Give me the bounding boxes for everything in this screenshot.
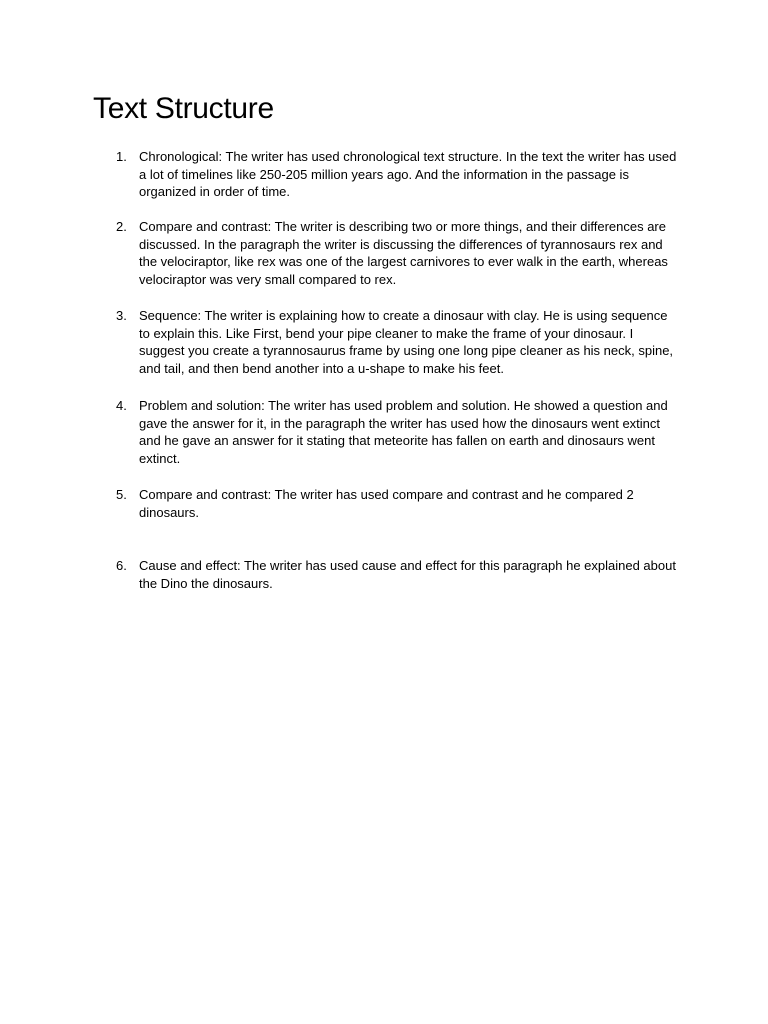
list-item-number: 4. xyxy=(116,398,127,413)
list-item-number: 2. xyxy=(116,219,127,234)
list-item-number: 3. xyxy=(116,308,127,323)
list-item-number: 5. xyxy=(116,487,127,502)
list-item-text: Sequence: The writer is explaining how to create a dinosaur with clay. He is using sequence to explain this. Like First, bend your pipe cleaner to make the frame of your dinosaur. I suggest you create a tyrannosaurus frame by using one long pipe cleaner as his neck, spine, and tail, and then bend another into a u-shape to make his feet. xyxy=(139,308,674,377)
list-item-text: Chronological: The writer has used chronological text structure. In the text the writer has used a lot of timelines like 250-205 million years ago. And the information in the passage is organized in order of time. xyxy=(139,149,677,200)
list-item-number: 1. xyxy=(116,149,127,164)
list-item-text: Problem and solution: The writer has used problem and solution. He showed a question and gave the answer for it, in the paragraph the writer has used how the dinosaurs went extinct and he gave an answer for it stating that meteorite has fallen on earth and dinosaurs went extinct. xyxy=(139,398,668,467)
document-title: Text Structure xyxy=(93,92,274,125)
list-item-number: 6. xyxy=(116,558,127,573)
list-item-text: Cause and effect: The writer has used cause and effect for this paragraph he explained about the Dino the dinosaurs. xyxy=(139,558,676,591)
list-item-text: Compare and contrast: The writer is describing two or more things, and their differences are discussed. In the paragraph the writer is discussing the differences of tyrannosaurs rex and the velociraptor, like rex was one of the largest carnivores to ever walk in the earth, whereas velociraptor was very small compared to rex. xyxy=(139,219,668,288)
list-item-text: Compare and contrast: The writer has used compare and contrast and he compared 2 dinosaurs. xyxy=(139,487,634,520)
